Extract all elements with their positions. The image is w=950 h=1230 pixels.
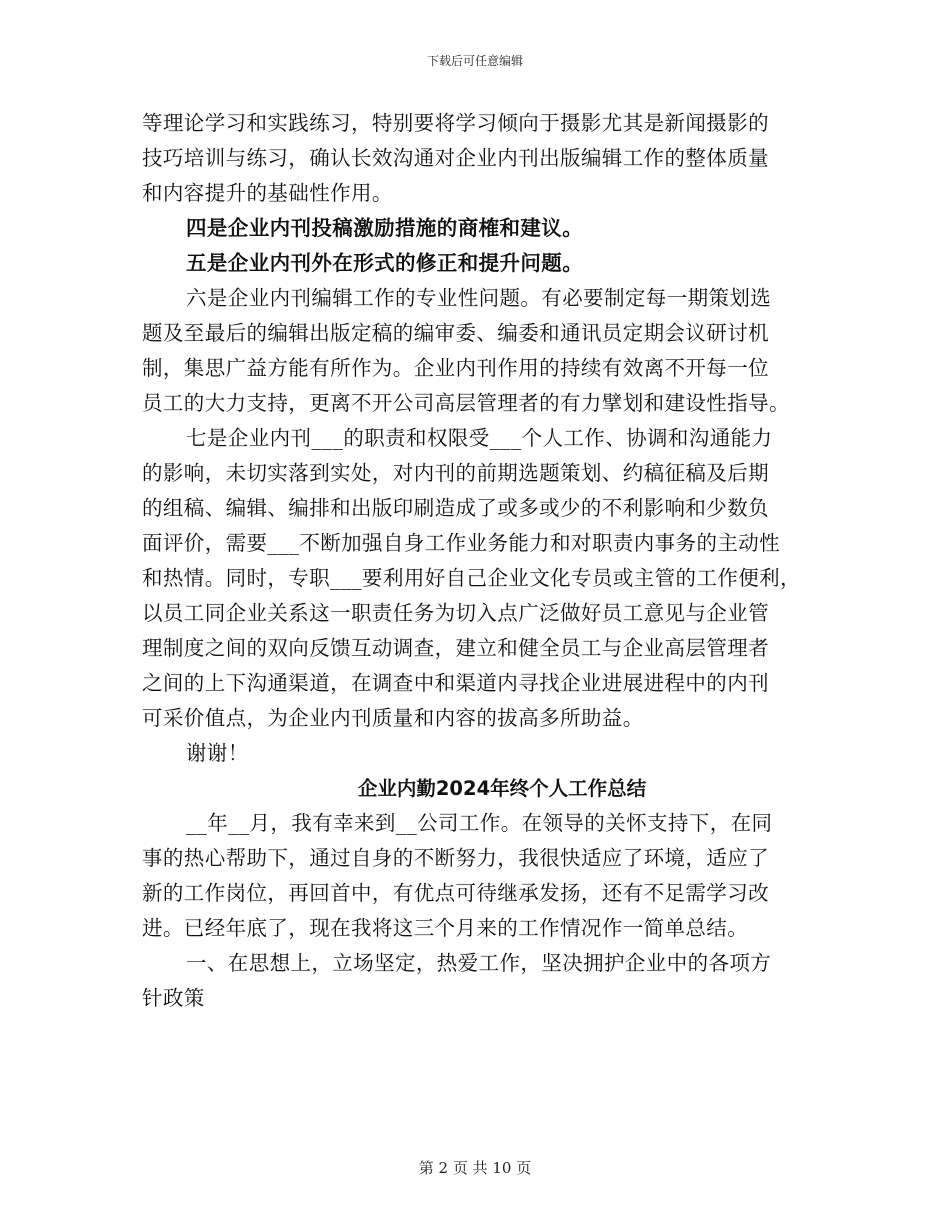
page-header: 下载后可任意编辑 xyxy=(426,54,523,68)
paragraph-thanks xyxy=(142,736,822,771)
text-line: 的影响，未切实落到实处，对内刊的前期选题策划、约稿征稿及后期 xyxy=(142,461,769,485)
text-line: 和内容提升的基础性作用。 xyxy=(142,181,393,205)
text-line: 进。已经年底了，现在我将这三个月来的工作情况作一简单总结。 xyxy=(142,916,749,940)
text-line: 四是企业内刊投稿激励措施的商榷和建议。 xyxy=(186,216,584,240)
text-line: 六是企业内刊编辑工作的专业性问题。有必要制定每一期策划选 xyxy=(186,286,772,310)
text-line: 新的工作岗位，再回首中，有优点可待继承发扬，还有不足需学习改 xyxy=(142,881,769,905)
text-line: 题及至最后的编辑出版定稿的编审委、编委和通讯员定期会议研讨机 xyxy=(142,321,769,345)
text-line: 一、在思想上，立场坚定，热爱工作，坚决拥护企业中的各项方 xyxy=(186,951,772,975)
paragraph-point-seven xyxy=(142,421,822,736)
paragraph-point-six xyxy=(142,281,822,421)
paragraph-point-one xyxy=(142,946,822,1016)
heading-point-four xyxy=(142,211,822,246)
section-title: 企业内勤2024年终个人工作总结 xyxy=(357,777,647,800)
text-line: 可采价值点，为企业内刊质量和内容的拔高多所助益。 xyxy=(142,706,644,730)
paragraph-intro xyxy=(142,806,822,946)
text-line: 技巧培训与练习，确认长效沟通对企业内刊出版编辑工作的整体质量 xyxy=(142,146,769,170)
text-line: 制，集思广益方能有所作为。企业内刊作用的持续有效离不开每一位 xyxy=(142,356,769,380)
text-line: 等理论学习和实践练习，特别要将学习倾向于摄影尤其是新闻摄影的 xyxy=(142,111,769,135)
text-line: 五是企业内刊外在形式的修正和提升问题。 xyxy=(186,251,584,275)
text-line: 的组稿、编辑、编排和出版印刷造成了或多或少的不利影响和少数负 xyxy=(142,496,769,520)
text-line: 和热情。同时，专职___要利用好自己企业文化专员或主管的工作便利， xyxy=(142,566,801,590)
text-line: 谢谢！ xyxy=(186,741,249,765)
text-line: 以员工同企业关系这一职责任务为切入点广泛做好员工意见与企业管 xyxy=(142,601,769,625)
text-line: 七是企业内刊___的职责和权限受___个人工作、协调和沟通能力 xyxy=(186,426,773,450)
heading-point-five xyxy=(142,246,822,281)
page-footer: 第 2 页 共 10 页 xyxy=(418,1159,532,1177)
text-line: __年__月，我有幸来到__公司工作。在领导的关怀支持下，在同 xyxy=(186,811,773,835)
text-line: 针政策 xyxy=(142,986,205,1010)
text-line: 面评价，需要___不断加强自身工作业务能力和对职责内事务的主动性 xyxy=(142,531,781,555)
text-line: 之间的上下沟通渠道，在调查中和渠道内寻找企业进展进程中的内刊 xyxy=(142,671,769,695)
text-line: 理制度之间的双向反馈互动调查，建立和健全员工与企业高层管理者 xyxy=(142,636,769,660)
document-body xyxy=(142,106,822,1016)
text-line: 事的热心帮助下，通过自身的不断努力，我很快适应了环境，适应了 xyxy=(142,846,769,870)
text-line: 员工的大力支持，更离不开公司高层管理者的有力擘划和建设性指导。 xyxy=(142,391,790,415)
paragraph-continuation xyxy=(142,106,822,211)
